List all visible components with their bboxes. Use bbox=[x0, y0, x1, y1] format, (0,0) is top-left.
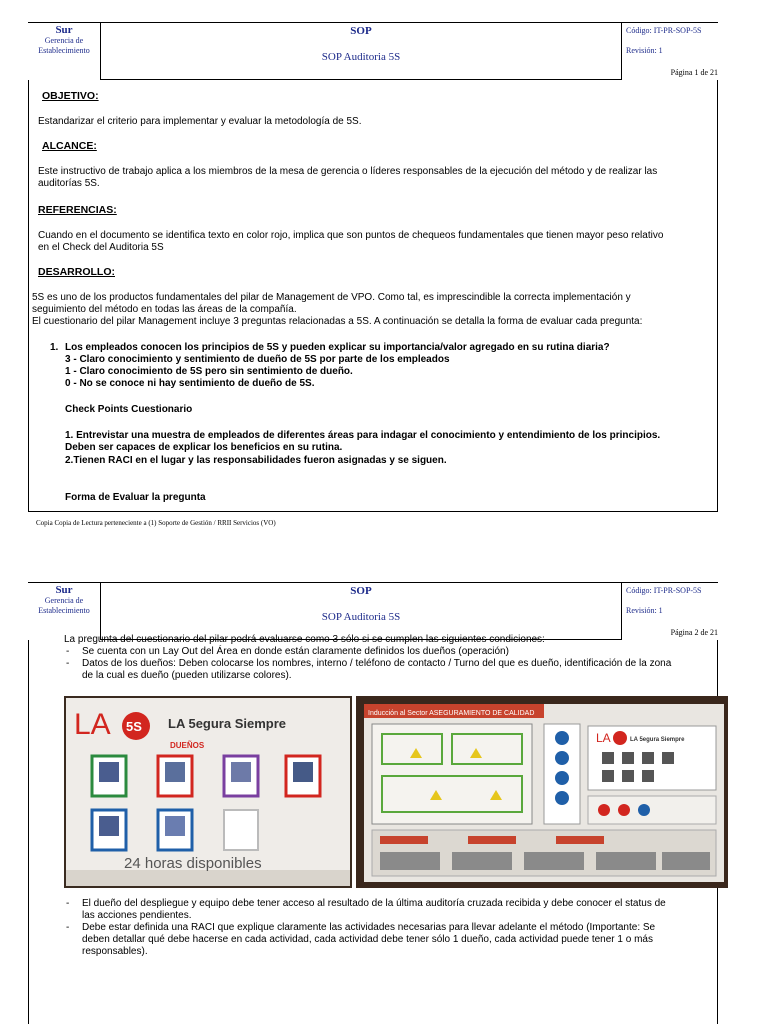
condition-raci-3: responsables). bbox=[82, 946, 148, 957]
org-name: Sur bbox=[55, 584, 73, 596]
alcance-heading: ALCANCE: bbox=[42, 140, 97, 152]
document-revision: Revisión: 1 bbox=[626, 46, 663, 55]
page-header bbox=[28, 582, 718, 640]
referencias-text-2: en el Check del Auditoria 5S bbox=[38, 242, 164, 253]
desarrollo-text-1: 5S es uno de los productos fundamentales del pilar de Management de VPO. Como tal, es imprescindible la correcta implementación y bbox=[32, 292, 631, 303]
board-caption: 24 horas disponibles bbox=[124, 855, 262, 872]
check-points-heading: Check Points Cuestionario bbox=[65, 404, 193, 415]
condition-layout: Se cuenta con un Lay Out del Área en donde están claramente definidos los dueños (operación) bbox=[82, 646, 509, 657]
forma-evaluar-heading: Forma de Evaluar la pregunta bbox=[65, 492, 206, 503]
question-1-text: Los empleados conocen los principios de 5S y pueden explicar su importancia/valor agregado en su rutina diaria? bbox=[65, 342, 610, 353]
sector-board-photo bbox=[356, 696, 728, 888]
copy-footer: Copia Copia de Lectura perteneciente a (1) Soporte de Gestión / RRII Servicios (VO) bbox=[36, 519, 276, 527]
svg-text:LA: LA bbox=[596, 731, 611, 745]
document-code: Código: IT-PR-SOP-5S bbox=[626, 586, 702, 595]
five-s-badge-text: 5S bbox=[126, 719, 142, 734]
question-1-option-3: 3 - Claro conocimiento y sentimiento de dueño de 5S por parte de los empleados bbox=[65, 354, 450, 365]
la-logo: LA bbox=[74, 708, 111, 741]
alcance-text-1: Este instructivo de trabajo aplica a los miembros de la mesa de gerencia o líderes responsables de la ejecución del método y de realizar las bbox=[38, 166, 658, 177]
meta-block bbox=[624, 582, 720, 640]
owners-board-illustration bbox=[66, 698, 350, 886]
condition-owner-data-2: de la cual es dueño (pueden utilizarse colores). bbox=[82, 670, 292, 681]
condition-raci-1: Debe estar definida una RACI que explique claramente las actividades necesarias para llevar adelante el método (Importante: Se bbox=[82, 922, 656, 933]
referencias-heading: REFERENCIAS: bbox=[38, 204, 117, 216]
desarrollo-text-3: El cuestionario del pilar Management incluye 3 preguntas relacionadas a 5S. A continuación se detalla la forma de evaluar cada pregunta: bbox=[32, 316, 643, 327]
bullet-dash: - bbox=[66, 646, 70, 657]
condition-audit-result-1: El dueño del despliegue y equipo debe tener acceso al resultado de la última auditoría cruzada recibida y debe conocer el status de bbox=[82, 898, 666, 909]
bullet-dash: - bbox=[66, 898, 70, 909]
sop-label: SOP bbox=[350, 25, 372, 37]
referencias-text-1: Cuando en el documento se identifica texto en color rojo, implica que son puntos de chequeos fundamentales que tienen mayor peso relativo bbox=[38, 230, 664, 241]
alcance-text-2: auditorías 5S. bbox=[38, 178, 100, 189]
question-1-option-1: 1 - Claro conocimiento de 5S pero sin sentimiento de dueño. bbox=[65, 366, 353, 377]
owners-label: DUEÑOS bbox=[170, 741, 205, 750]
sector-board-illustration bbox=[356, 696, 728, 888]
check-point-1-cont: Deben ser capaces de explicar los beneficios en su rutina. bbox=[65, 442, 343, 453]
page-number: Página 2 de 21 bbox=[670, 628, 718, 637]
sector-board-heading: Inducción al Sector ASEGURAMIENTO DE CALIDAD bbox=[368, 710, 535, 717]
org-block bbox=[28, 22, 100, 80]
check-point-2: 2.Tienen RACI en el lugar y las responsabilidades fueron asignadas y se siguen. bbox=[65, 455, 447, 466]
check-point-1: 1. Entrevistar una muestra de empleados de diferentes áreas para indagar el conocimiento y entendimiento de los principios. bbox=[65, 430, 661, 441]
mini-board-heading: LA 5egura Siempre bbox=[630, 737, 685, 743]
title-block bbox=[100, 582, 622, 640]
title-block bbox=[100, 22, 622, 80]
document-revision: Revisión: 1 bbox=[626, 606, 663, 615]
owners-board-photo bbox=[64, 696, 352, 888]
document-title: SOP Auditoria 5S bbox=[321, 611, 401, 623]
condition-audit-result-2: las acciones pendientes. bbox=[82, 910, 192, 921]
bullet-dash: - bbox=[66, 658, 70, 669]
document-code: Código: IT-PR-SOP-5S bbox=[626, 26, 702, 35]
objetivo-text: Estandarizar el criterio para implementar y evaluar la metodología de 5S. bbox=[38, 116, 362, 127]
desarrollo-heading: DESARROLLO: bbox=[38, 266, 115, 278]
org-block bbox=[28, 582, 100, 640]
document-title: SOP Auditoria 5S bbox=[321, 51, 401, 63]
org-sub-2: Establecimiento bbox=[38, 606, 90, 615]
question-1-option-0: 0 - No se conoce ni hay sentimiento de dueño de 5S. bbox=[65, 378, 315, 389]
page-header bbox=[28, 22, 718, 80]
org-name: Sur bbox=[55, 24, 73, 36]
sop-label: SOP bbox=[350, 585, 372, 597]
question-1-number: 1. bbox=[50, 342, 59, 353]
meta-block bbox=[624, 22, 720, 80]
bullet-dash: - bbox=[66, 922, 70, 933]
condition-raci-2: deben detallar qué debe hacerse en cada actividad, cada actividad debe tener sólo 1 dueño, cada actividad puede tener 1 o más bbox=[82, 934, 653, 945]
document-page-2 bbox=[0, 560, 768, 1024]
objetivo-heading: OBJETIVO: bbox=[42, 90, 99, 102]
conditions-intro: La pregunta del cuestionario del pilar podrá evaluarse como 3 sólo si se cumplen las siguientes condiciones: bbox=[64, 634, 545, 645]
desarrollo-text-2: seguimiento del método en todas las áreas de la compañía. bbox=[32, 304, 297, 315]
board-heading: LA 5egura Siempre bbox=[168, 716, 287, 731]
org-sub-1: Gerencia de bbox=[44, 596, 84, 605]
org-sub-1: Gerencia de bbox=[44, 36, 84, 45]
condition-owner-data-1: Datos de los dueños: Deben colocarse los nombres, interno / teléfono de contacto / Turno del que es dueño, identificación de la zona bbox=[82, 658, 672, 669]
page-number: Página 1 de 21 bbox=[670, 68, 718, 77]
org-sub-2: Establecimiento bbox=[38, 46, 90, 55]
